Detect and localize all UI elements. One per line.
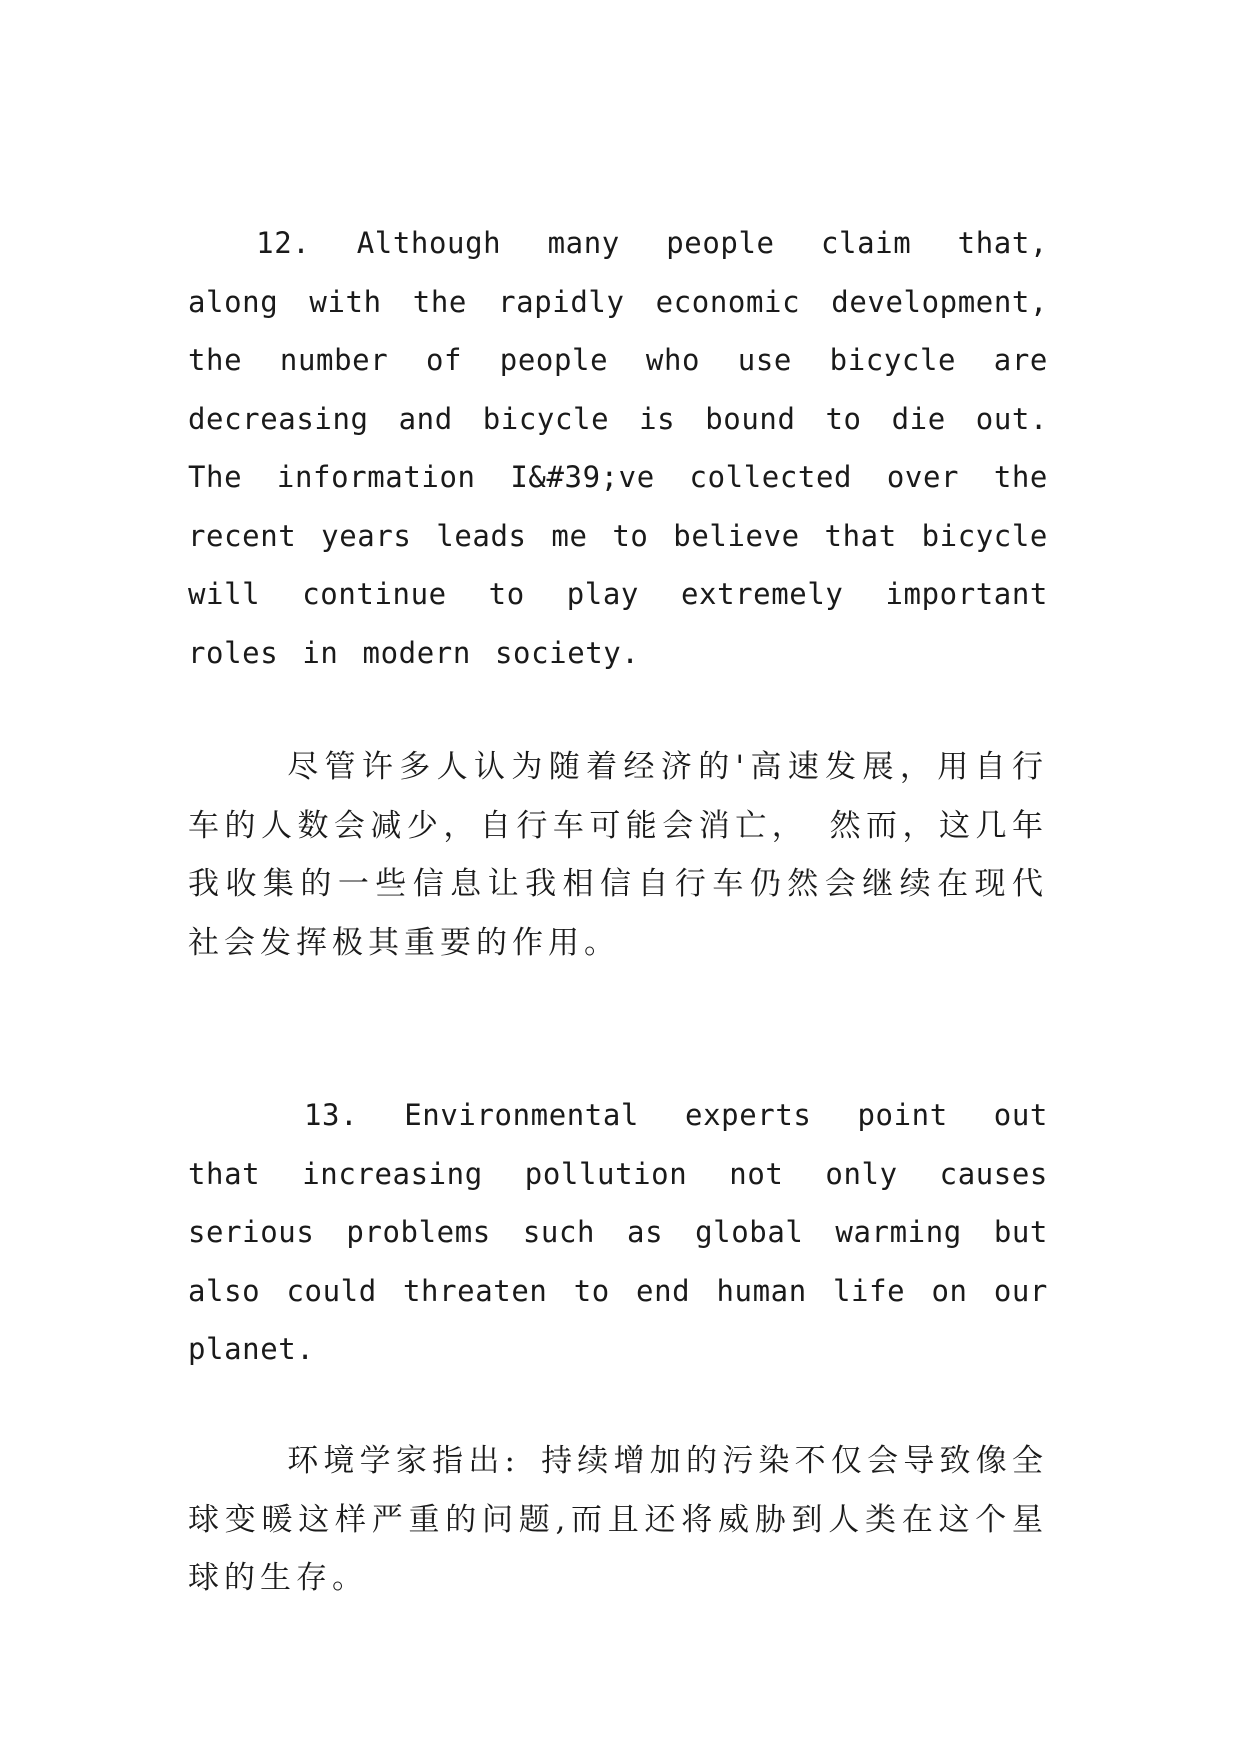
paragraph-12-chinese: 尽管许多人认为随着经济的'高速发展，用自行车的人数会减少，自行车可能会消亡， 然而，这几年我收集的一些信息让我相信自行车仍然会继续在现代社会发挥极其重要的作用。 xyxy=(188,749,1048,961)
paragraph-13-english: 13. Environmental experts point out that increasing pollution not only causes serious problems such as global warming but also could threaten to end human life on our planet. xyxy=(188,1098,1048,1366)
paragraph-13-chinese: 环境学家指出: 持续增加的污染不仅会导致像全球变暖这样严重的问题,而且还将威胁到人类在这个星球的生存。 xyxy=(188,1443,1048,1596)
paragraph-12-english: 12. Although many people claim that, along with the rapidly economic development, the number of people who use bicycle are decreasing and bicycle is bound to die out. The information I&#39;ve collected over the recent years leads me to believe that bicycle will continue to play extremely important roles in modern society. xyxy=(188,226,1048,670)
